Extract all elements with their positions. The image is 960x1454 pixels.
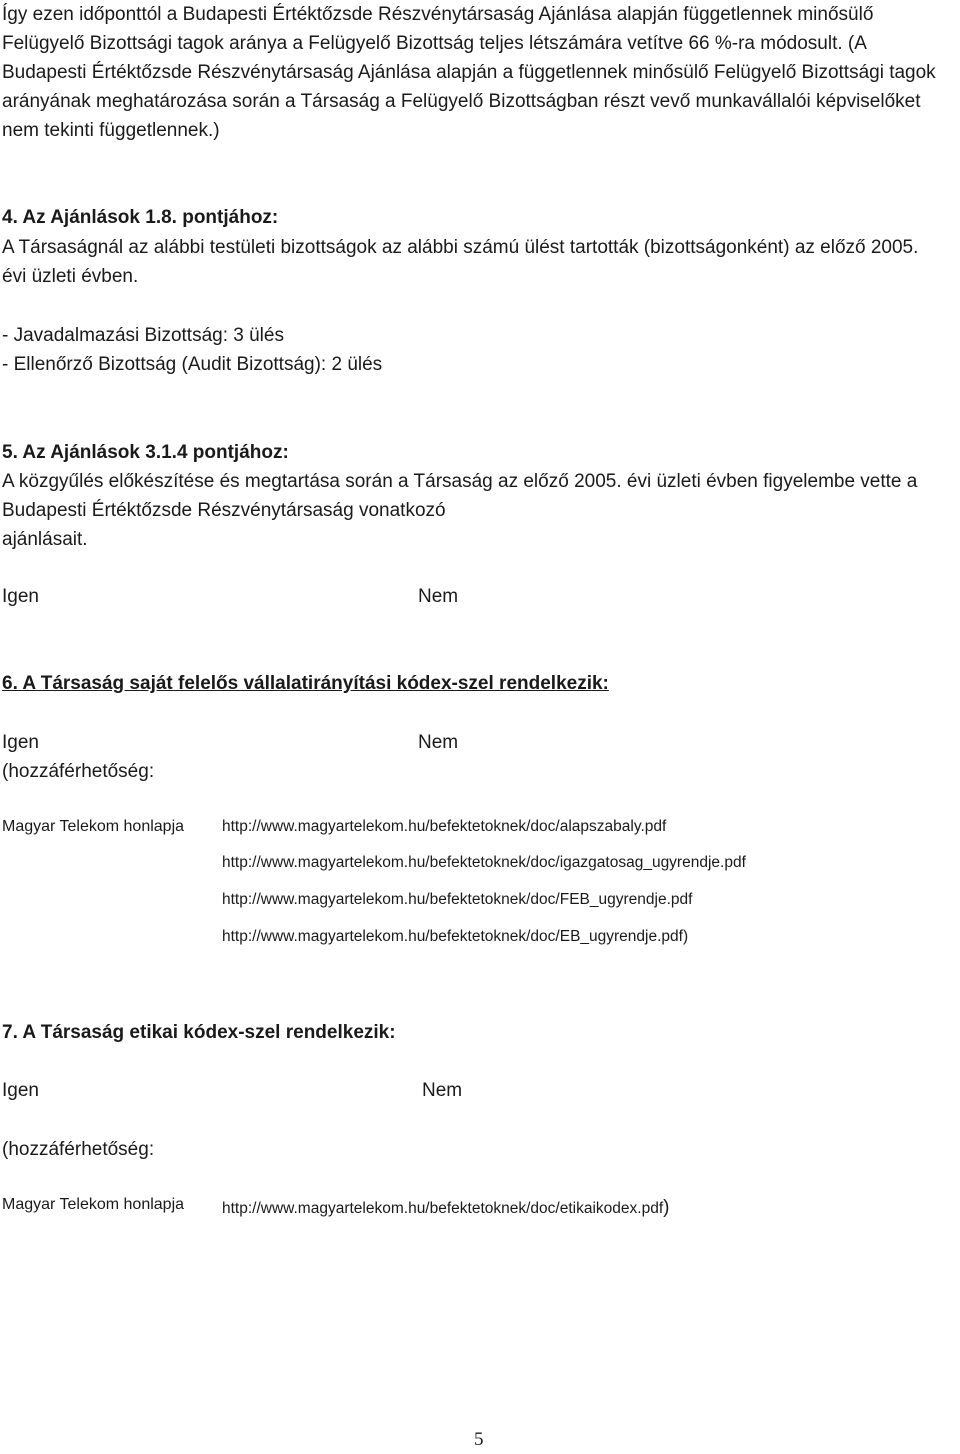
section5-yes-option: Igen [2, 586, 39, 607]
section7-yes-option: Igen [2, 1080, 39, 1101]
intro-line: Felügyelő Bizottsági tagok aránya a Felügyelő Bizottság teljes létszámára vetítve 66 %-ra módosult. (A [2, 33, 867, 54]
intro-line: arányának meghatározása során a Társaság a Felügyelő Bizottságban részt vevő munkavállalói képviselőket [2, 91, 921, 112]
section7-availability-label: (hozzáférhetőség: [2, 1139, 155, 1160]
supervisory-board-rules-link[interactable]: http://www.magyartelekom.hu/befektetoknek/doc/FEB_ugyrendje.pdf [222, 891, 693, 908]
audit-committee-rules-link[interactable]: http://www.magyartelekom.hu/befektetoknek/doc/EB_ugyrendje.pdf) [222, 928, 689, 945]
section6-no-option: Nem [418, 732, 459, 753]
section5-heading: 5. Az Ajánlások 3.1.4 pontjához: [2, 442, 289, 463]
intro-line: Budapesti Értéktőzsde Részvénytársaság Ajánlása alapján a függetlennek minősülő Felügyelő Bizottsági tagok [2, 62, 936, 83]
ethics-code-link[interactable]: http://www.magyartelekom.hu/befektetoknek/doc/etikaikodex.pdf [222, 1200, 664, 1217]
page-number: 5 [474, 1429, 484, 1450]
section4-paragraph [2, 233, 952, 291]
section7-heading: 7. A Társaság etikai kódex-szel rendelkezik: [2, 1022, 396, 1043]
board-rules-link[interactable]: http://www.magyartelekom.hu/befektetoknek/doc/igazgatosag_ugyrendje.pdf [222, 854, 746, 871]
bylaws-link[interactable]: http://www.magyartelekom.hu/befektetoknek/doc/alapszabaly.pdf [222, 818, 667, 835]
section6-yes-option: Igen [2, 732, 39, 753]
intro-line: nem tekinti függetlennek.) [2, 120, 220, 141]
section6-heading: 6. A Társaság saját felelős vállalatirányítási kódex-szel rendelkezik: [2, 673, 609, 694]
committee-item-remuneration: - Javadalmazási Bizottság: 3 ülés [2, 325, 284, 346]
intro-line: Így ezen időponttól a Budapesti Értéktőzsde Részvénytársaság Ajánlása alapján függetlennek minősülő [2, 4, 874, 25]
section4-line: A Társaságnál az alábbi testületi bizottságok az alábbi számú ülést tartották (bizottságonként) az előző 2005. [2, 237, 919, 258]
ethics-code-link-suffix: ) [663, 1197, 670, 1218]
ethics-code-link-line [222, 1193, 669, 1223]
section5-line: Budapesti Értéktőzsde Részvénytársaság vonatkozó [2, 500, 446, 521]
section5-line: A közgyűlés előkészítése és megtartása során a Társaság az előző 2005. évi üzleti évben figyelembe vette a [2, 471, 918, 492]
section5-line: ajánlásait. [2, 529, 88, 550]
section7-no-option: Nem [422, 1080, 463, 1101]
section4-heading: 4. Az Ajánlások 1.8. pontjához: [2, 207, 279, 228]
committee-item-audit: - Ellenőrző Bizottság (Audit Bizottság): 2 ülés [2, 354, 383, 375]
section6-homepage-label: Magyar Telekom honlapja [2, 818, 185, 835]
section5-paragraph [2, 467, 952, 554]
intro-paragraph [2, 0, 952, 145]
section6-availability-label: (hozzáférhetőség: [2, 761, 155, 782]
section4-line: évi üzleti évben. [2, 266, 139, 287]
section5-no-option: Nem [418, 586, 459, 607]
section7-homepage-label: Magyar Telekom honlapja [2, 1196, 185, 1213]
